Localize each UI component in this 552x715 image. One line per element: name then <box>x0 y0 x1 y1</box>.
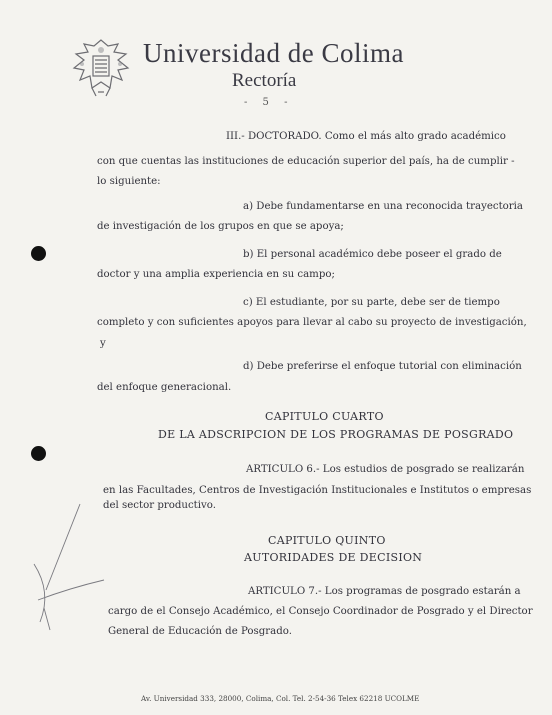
doctorado-line-3: lo siguiente: <box>97 176 161 187</box>
article-7-line-3: General de Educación de Posgrado. <box>108 626 292 637</box>
item-c-line-2: completo y con suficientes apoyos para llevar al cabo su proyecto de investigación, <box>97 317 527 328</box>
item-c-line-1: c) El estudiante, por su parte, debe ser de tiempo <box>243 297 500 308</box>
footer-address: Av. Universidad 333, 28000, Colima, Col. Tel. 2-54-36 Telex 62218 UCOLME <box>141 694 420 703</box>
office-name: Rectoría <box>232 70 297 91</box>
article-7-line-2: cargo de el Consejo Académico, el Consejo Coordinador de Posgrado y el Director <box>108 606 533 617</box>
item-d-line-2: del enfoque generacional. <box>97 382 232 393</box>
page-number: - 5 - <box>244 97 294 108</box>
punch-hole-top <box>31 246 46 261</box>
article-7-line-1: ARTICULO 7.- Los programas de posgrado estarán a <box>248 586 521 597</box>
university-seal-icon <box>70 36 132 100</box>
item-a-line-1: a) Debe fundamentarse en una reconocida trayectoria <box>243 201 523 212</box>
item-b-line-2: doctor y una amplia experiencia en su campo; <box>97 269 335 280</box>
punch-hole-bottom <box>31 446 46 461</box>
item-a-line-2: de investigación de los grupos en que se apoya; <box>97 221 344 232</box>
chapter-four-title: CAPITULO CUARTO <box>265 410 384 423</box>
item-d-line-1: d) Debe preferirse el enfoque tutorial con eliminación <box>243 361 522 372</box>
chapter-four-subtitle: DE LA ADSCRIPCION DE LOS PROGRAMAS DE POSGRADO <box>158 428 514 441</box>
item-b-line-1: b) El personal académico debe poseer el grado de <box>243 249 502 260</box>
doctorado-line-1: III.- DOCTORADO. Como el más alto grado académico <box>226 131 506 142</box>
item-c-line-3: y <box>100 338 106 349</box>
doctorado-line-2: con que cuentas las instituciones de educación superior del país, ha de cumplir - <box>97 156 515 167</box>
article-6-line-3: del sector productivo. <box>103 500 216 511</box>
handwritten-signature <box>20 500 120 640</box>
article-6-line-2: en las Facultades, Centros de Investigación Institucionales e Institutos o empresas <box>103 485 532 496</box>
chapter-five-title: CAPITULO QUINTO <box>268 534 386 547</box>
chapter-five-subtitle: AUTORIDADES DE DECISION <box>244 551 423 564</box>
article-6-line-1: ARTICULO 6.- Los estudios de posgrado se realizarán <box>246 464 525 475</box>
university-name: Universidad de Colima <box>143 38 404 68</box>
